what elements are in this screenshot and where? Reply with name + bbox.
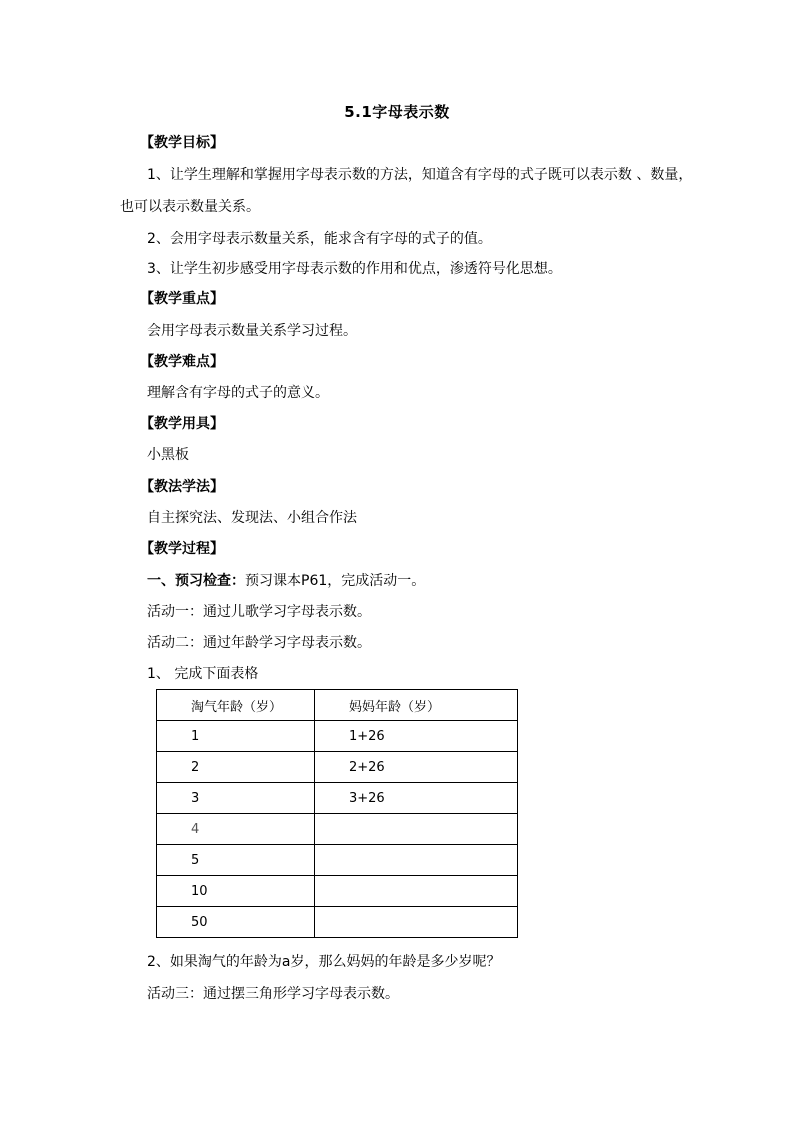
tools-text: 小黑板	[147, 447, 189, 463]
table-row	[157, 721, 518, 752]
objective-2: 2、会用字母表示数量关系，能求含有字母的式子的值。	[147, 231, 492, 247]
table-cell: 2+26	[315, 752, 518, 783]
table-row	[157, 845, 518, 876]
page-title: 5.1字母表示数	[344, 103, 450, 121]
table-cell: 5	[157, 845, 315, 876]
table-cell	[315, 907, 518, 938]
preview-text: 预习课本P61，完成活动一。	[245, 573, 426, 589]
table-row	[157, 907, 518, 938]
table-cell: 1	[157, 721, 315, 752]
table-row	[157, 876, 518, 907]
preview-check	[147, 572, 425, 590]
tools-heading: 【教学用具】	[140, 416, 224, 432]
table-cell: 2	[157, 752, 315, 783]
table-cell: 1+26	[315, 721, 518, 752]
table-cell	[315, 845, 518, 876]
table-cell	[315, 876, 518, 907]
table-row	[157, 752, 518, 783]
table-cell	[315, 814, 518, 845]
preview-label: 一、预习检查：	[147, 573, 245, 589]
age-table	[156, 689, 518, 938]
task-2: 2、如果淘气的年龄为a岁，那么妈妈的年龄是多少岁呢？	[147, 954, 501, 970]
objective-1-line-1: 1、让学生理解和掌握用字母表示数的方法，知道含有字母的式子既可以表示数 、数量，	[147, 167, 693, 183]
difficulties-text: 理解含有字母的式子的意义。	[147, 385, 329, 401]
table-cell: 3	[157, 783, 315, 814]
methods-heading: 【教法学法】	[140, 479, 224, 495]
table-header-row	[157, 690, 518, 721]
table-header-cell: 淘气年龄（岁）	[157, 690, 315, 721]
activity-1: 活动一：通过儿歌学习字母表示数。	[147, 604, 371, 620]
table-cell: 10	[157, 876, 315, 907]
table-row	[157, 814, 518, 845]
difficulties-heading: 【教学难点】	[140, 354, 224, 370]
objective-3: 3、让学生初步感受用字母表示数的作用和优点，渗透符号化思想。	[147, 261, 562, 277]
process-heading: 【教学过程】	[140, 541, 224, 557]
table-cell: 4	[157, 814, 315, 845]
key-points-heading: 【教学重点】	[140, 291, 224, 307]
activity-3: 活动三：通过摆三角形学习字母表示数。	[147, 986, 399, 1002]
key-points-text: 会用字母表示数量关系学习过程。	[147, 323, 357, 339]
activity-2: 活动二：通过年龄学习字母表示数。	[147, 635, 371, 651]
objectives-heading: 【教学目标】	[140, 135, 224, 151]
objective-1-line-2: 也可以表示数量关系。	[120, 199, 260, 215]
table-row	[157, 783, 518, 814]
table-header-cell: 妈妈年龄（岁）	[315, 690, 518, 721]
table-cell: 50	[157, 907, 315, 938]
task-1: 1、 完成下面表格	[147, 666, 259, 682]
table-cell: 3+26	[315, 783, 518, 814]
methods-text: 自主探究法、发现法、小组合作法	[147, 510, 357, 526]
